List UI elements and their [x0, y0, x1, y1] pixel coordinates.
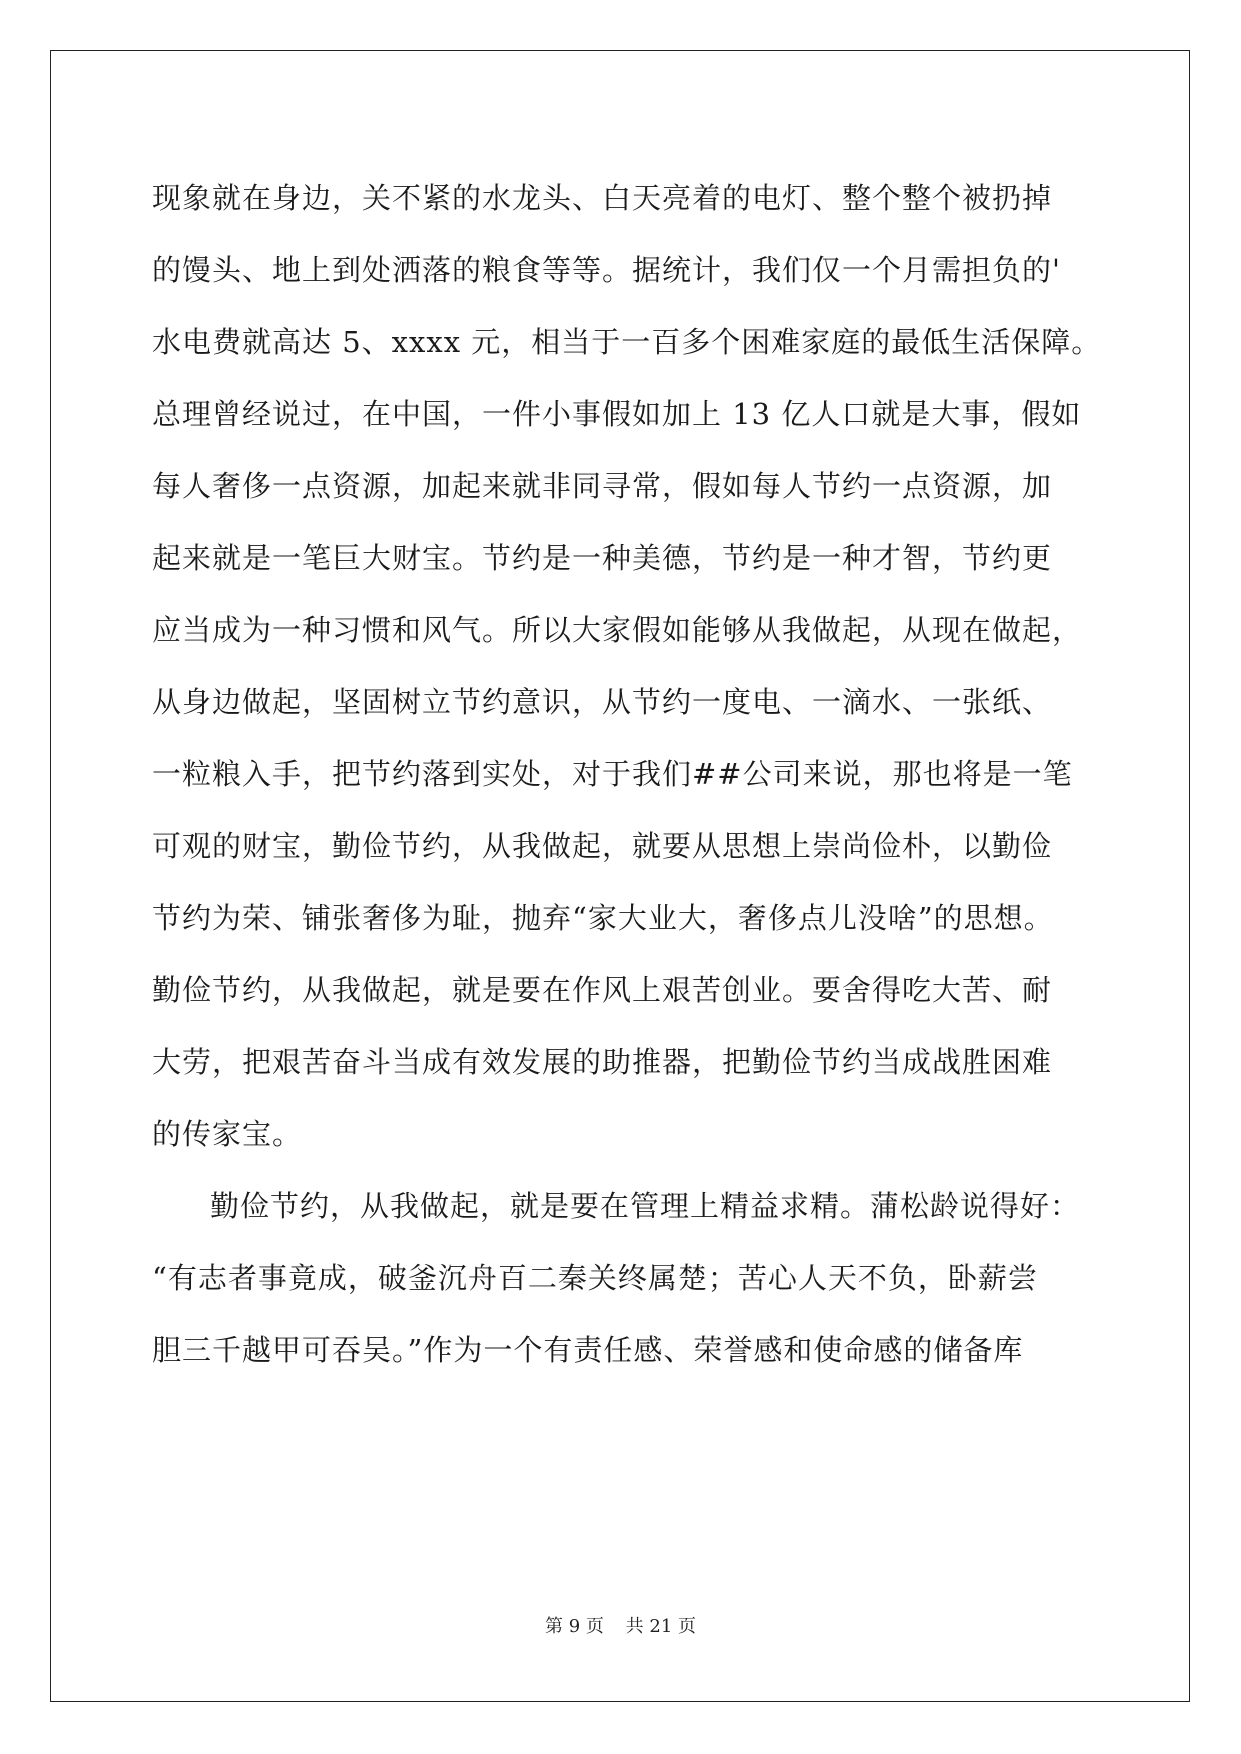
text-line: 的传家宝。 — [152, 1117, 303, 1151]
document-body — [152, 162, 1102, 1386]
paragraph-first-line: 勤俭节约，从我做起，就是要在管理上精益求精。蒲松龄说得好： — [210, 1189, 1081, 1223]
page-footer — [0, 1612, 1241, 1638]
text-line: “有志者事竟成，破釜沉舟百二秦关终属楚；苦心人天不负，卧薪尝 — [152, 1261, 1038, 1295]
text-line: 水电费就高达 5、xxxx 元，相当于一百多个困难家庭的最低生活保障。 — [152, 325, 1102, 359]
text-line: 可观的财宝，勤俭节约，从我做起，就要从思想上崇尚俭朴，以勤俭 — [152, 829, 1053, 863]
text-line: 应当成为一种习惯和风气。所以大家假如能够从我做起，从现在做起， — [152, 613, 1083, 647]
text-line: 现象就在身边，关不紧的水龙头、白天亮着的电灯、整个整个被扔掉 — [152, 181, 1053, 215]
text-line: 总理曾经说过，在中国，一件小事假如加上 13 亿人口就是大事，假如 — [152, 397, 1082, 431]
text-line: 的馒头、地上到处洒落的粮食等等。据统计，我们仅一个月需担负的' — [152, 253, 1061, 287]
page-number-total: 共 21 页 — [625, 1616, 696, 1637]
text-line: 节约为荣、铺张奢侈为耻，抛弃“家大业大，奢侈点儿没啥”的思想。 — [152, 901, 1054, 935]
text-line: 每人奢侈一点资源，加起来就非同寻常，假如每人节约一点资源，加 — [152, 469, 1053, 503]
text-line: 大劳，把艰苦奋斗当成有效发展的助推器，把勤俭节约当成战胜困难 — [152, 1045, 1053, 1079]
text-line: 勤俭节约，从我做起，就是要在作风上艰苦创业。要舍得吃大苦、耐 — [152, 973, 1053, 1007]
page-number-current: 第 9 页 — [545, 1616, 604, 1637]
text-line: 胆三千越甲可吞吴。”作为一个有责任感、荣誉感和使命感的储备库 — [152, 1333, 1024, 1367]
text-line: 一粒粮入手，把节约落到实处，对于我们##公司来说，那也将是一笔 — [152, 757, 1073, 791]
text-line: 从身边做起，坚固树立节约意识，从节约一度电、一滴水、一张纸、 — [152, 685, 1053, 719]
text-line: 起来就是一笔巨大财宝。节约是一种美德，节约是一种才智，节约更 — [152, 541, 1053, 575]
